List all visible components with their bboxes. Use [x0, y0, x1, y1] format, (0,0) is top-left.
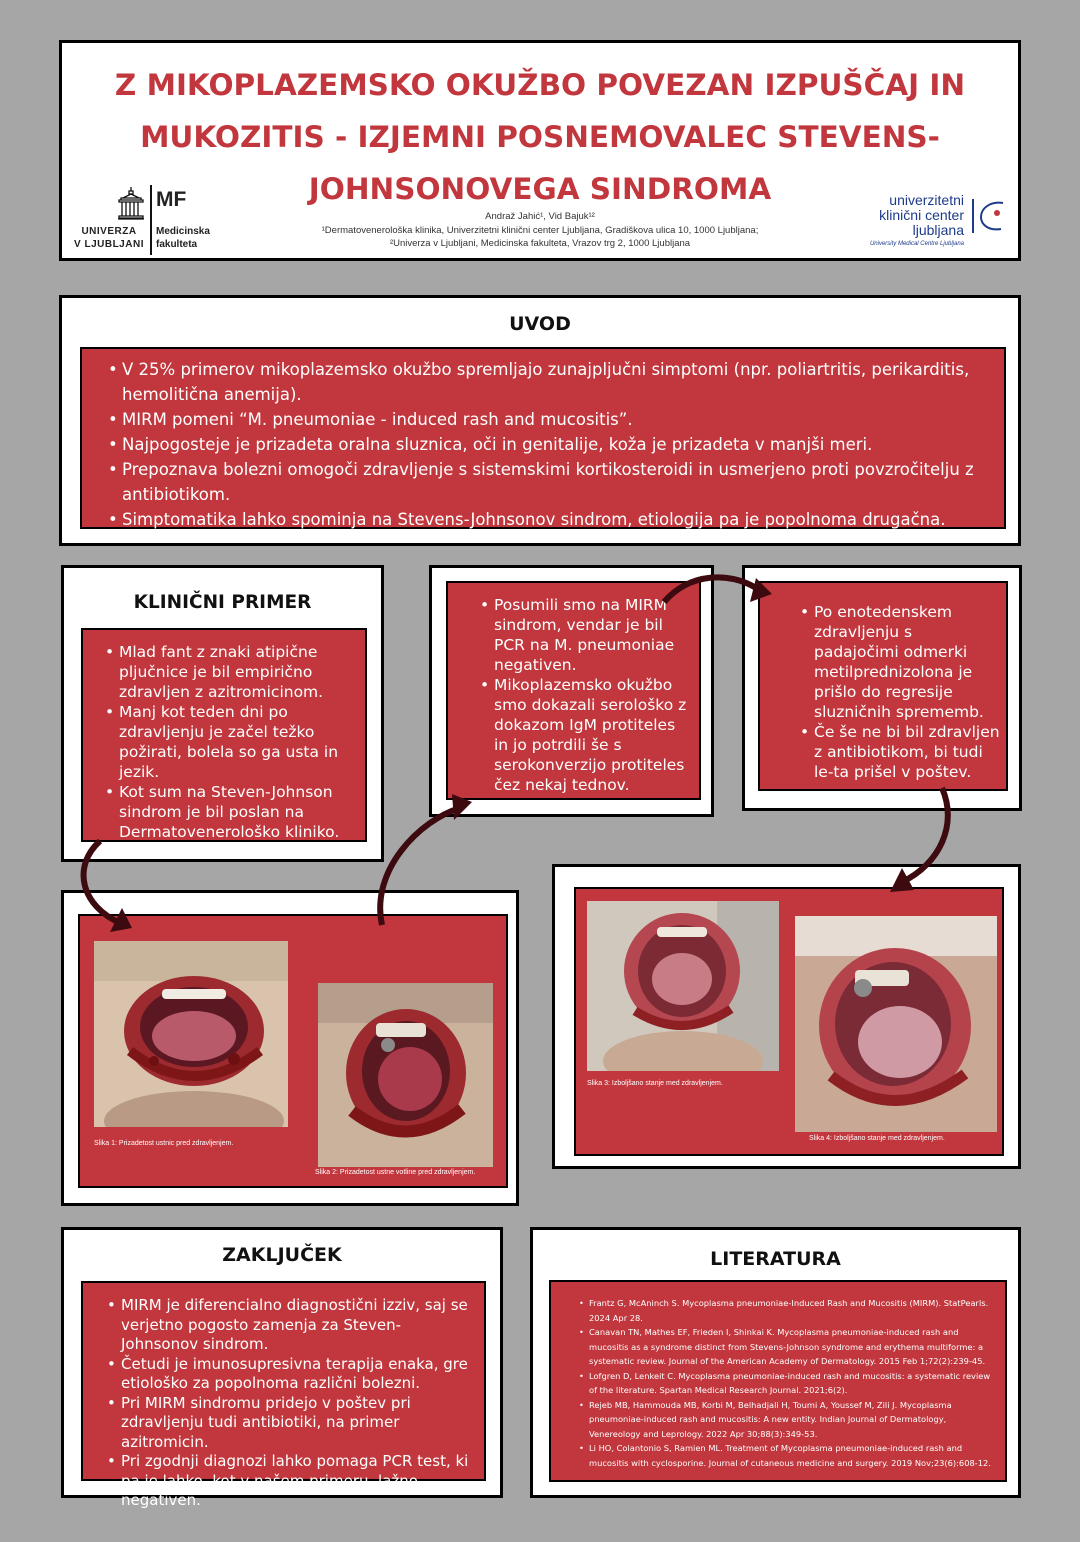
affiliation-2: ²Univerza v Ljubljani, Medicinska fakulteta, Vrazov trg 2, 1000 Ljubljana [389, 238, 691, 249]
list-item: • Pri zgodnji diagnozi lahko pomaga PCR test, ki pa je lahko, kot v našem primeru, lažno negativen. [121, 1452, 478, 1511]
caption-1: Slika 1: Prizadetost ustnic pred zdravljenjem. [94, 1140, 234, 1147]
klinicni-primer-heading: KLINIČNI PRIMER [133, 592, 312, 613]
caption-3: Slika 3: Izboljšano stanje med zdravljenjem. [587, 1080, 723, 1087]
diagnosis-list [476, 595, 693, 795]
photo-mouth-before [318, 983, 493, 1167]
photos-before-frame [78, 914, 508, 1188]
photos-during-frame [574, 887, 1004, 1156]
mf-line: Medicinska [156, 226, 210, 237]
uvod-heading: UVOD [509, 313, 571, 335]
list-item: • Najpogosteje je prizadeta oralna sluznica, oči in genitalije, koža je prizadeta v manjši meri. [122, 432, 990, 457]
uvod-content [80, 347, 1006, 529]
klinicni-primer-list [101, 642, 359, 842]
literatura-section [530, 1227, 1021, 1498]
zakljucek-section [61, 1227, 503, 1509]
reference-item: • Li HO, Colantonio S, Ramien ML. Treatment of Mycoplasma pneumoniae-induced rash and mucositis with cyclosporine. Journal of cutaneous medicine and surgery. 2019 Nov;23(6):608-12. [589, 1441, 997, 1470]
uni-line: UNIVERZA [81, 226, 137, 237]
list-item: • Simptomatika lahko spominja na Stevens-Johnsonov sindrom, etiologija pa je popolnoma drugačna. [122, 507, 990, 532]
caption-4: Slika 4: Izboljšano stanje med zdravljenjem. [809, 1135, 945, 1142]
photo-mouth-during-1 [587, 901, 779, 1071]
photos-before-panel [61, 890, 519, 1206]
author-names: Andraž Jahić¹, Vid Bajuk¹² [485, 211, 595, 222]
diagnosis-content [446, 581, 701, 800]
zakljucek-heading: ZAKLJUČEK [222, 1244, 342, 1266]
uni-line: V LJUBLJANI [74, 239, 144, 250]
list-item: • Posumili smo na MIRM sindrom, vendar je bil PCR na M. pneumoniae negativen. [494, 595, 693, 675]
photo-lips-before [94, 941, 288, 1127]
list-item: • Manj kot teden dni po zdravljenju je začel težko požirati, bolela so ga usta in jezik. [119, 702, 359, 782]
affiliation-1: ¹Dermatovenerološka klinika, Univerzitetni klinični center Ljubljana, Gradiškova ulica 10, 1000 Ljubljana; [321, 224, 759, 236]
university-logo-text [74, 225, 144, 251]
literatura-heading: LITERATURA [710, 1248, 841, 1270]
list-item: • V 25% primerov mikoplazemsko okužbo spremljajo zunajpljučni simptomi (npr. poliartritis, perikarditis, hemolitična anemija). [122, 357, 990, 407]
ukc-logo-icon [967, 193, 1011, 237]
reference-item: • Rejeb MB, Hammouda MB, Korbi M, Belhadjali H, Toumi A, Youssef M, Zili J. Mycoplasma pneumoniae-induced rash and mucositis: A new entity. Indian Journal of Dermatology, Venereology and Leprology. 2022 Apr 30;88(3):349-53. [589, 1398, 997, 1442]
list-item: • Po enotedenskem zdravljenju s padajočimi odmerki metilprednizolona je prišlo do regresije sluzničnih sprememb. [814, 602, 1000, 722]
list-item: • Kot sum na Steven-Johnson sindrom je bil poslan na Dermatovenerološko kliniko. [119, 782, 359, 842]
mf-logo: MF [156, 188, 187, 211]
reference-item: • Lofgren D, Lenkeit C. Mycoplasma pneumoniae-induced rash and mucositis: a systematic review of the literature. Spartan Medical Research Journal. 2021;6(2). [589, 1369, 997, 1398]
ukc-line: University Medical Centre Ljubljana [869, 241, 964, 247]
treatment-content [758, 581, 1008, 791]
klinicni-primer-content [81, 628, 367, 842]
uvod-list [104, 357, 990, 532]
list-item: • MIRM pomeni “M. pneumoniae - induced rash and mucositis”. [122, 407, 990, 432]
poster-header [59, 40, 1021, 261]
ukc-line: klinični center ljubljana [879, 207, 964, 238]
klinicni-primer-section [61, 565, 384, 862]
list-item: • Mikoplazemsko okužbo smo dokazali serološko z dokazom IgM protiteles in jo potrdili še s serokonverzijo protiteles čez nekaj tednov. [494, 675, 693, 795]
ukc-logo-text [832, 193, 964, 250]
treatment-list [796, 602, 1000, 782]
reference-list [577, 1296, 997, 1470]
diagnosis-box [429, 565, 714, 817]
mf-line: fakulteta [156, 239, 198, 250]
treatment-box [742, 565, 1022, 811]
list-item: • Mlad fant z znaki atipične pljučnice je bil empirično zdravljen z azitromicinom. [119, 642, 359, 702]
list-item: • Četudi je imunosupresivna terapija enaka, gre etiološko za popolnoma različni bolezni. [121, 1355, 478, 1394]
university-building-icon [117, 186, 145, 222]
list-item: • Prepoznava bolezni omogoči zdravljenje s sistemskimi kortikosteroidi in usmerjeno proti povzročitelju z antibiotikom. [122, 457, 990, 507]
photo-mouth-during-2 [795, 916, 997, 1132]
title-line: Z MIKOPLAZEMSKO OKUŽBO POVEZAN IZPUŠČAJ IN [114, 68, 966, 102]
caption-2: Slika 2: Prizadetost ustne votline pred zdravljenjem. [315, 1169, 476, 1176]
ukc-line: univerzitetni [889, 192, 964, 208]
zakljucek-content [81, 1281, 486, 1509]
logo-divider [150, 185, 152, 255]
zakljucek-list [103, 1296, 478, 1511]
reference-item: • Frantz G, McAninch S. Mycoplasma pneumoniae-Induced Rash and Mucositis (MIRM). StatPearls. 2024 Apr 28. [589, 1296, 997, 1325]
list-item: • Pri MIRM sindromu pridejo v poštev pri zdravljenju tudi antibiotiki, na primer azitromicin. [121, 1394, 478, 1453]
reference-item: • Canavan TN, Mathes EF, Frieden I, Shinkai K. Mycoplasma pneumoniae-induced rash and mucositis as a syndrome distinct from Stevens-Johnson syndrome and erythema multiforme: a systematic review. Journal of the American Academy of Dermatology. 2015 Feb 1;72(2):239-45. [589, 1325, 997, 1369]
mf-logo-text [156, 225, 210, 251]
photos-during-panel [552, 864, 1021, 1169]
poster-title [62, 59, 1018, 215]
title-line: MUKOZITIS - IZJEMNI POSNEMOVALEC STEVENS- [140, 120, 940, 154]
list-item: • MIRM je diferencialno diagnostični izziv, saj se verjetno pogosto zamenja za Steven-Johnsonov sindrom. [121, 1296, 478, 1355]
uvod-section [59, 295, 1021, 546]
list-item: • Če še ne bi bil zdravljen z antibiotikom, bi tudi le-ta prišel v poštev. [814, 722, 1000, 782]
title-line: JOHNSONOVEGA SINDROMA [308, 172, 772, 206]
literatura-content [549, 1280, 1007, 1482]
